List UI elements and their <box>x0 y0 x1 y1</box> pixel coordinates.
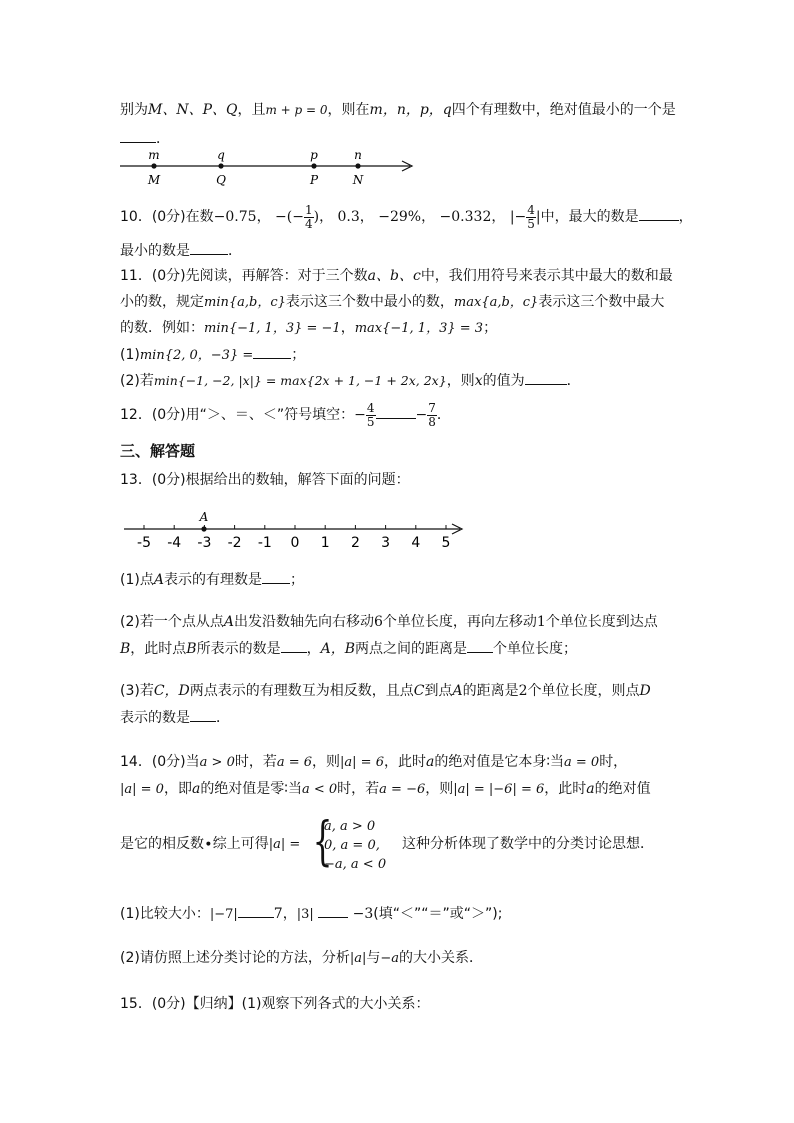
label-N: N <box>352 173 364 187</box>
number: 7 <box>273 906 283 922</box>
expression: min{−1, 1，3} = −1 <box>204 321 341 336</box>
text: ， <box>282 906 297 922</box>
q10-line2 <box>120 240 242 261</box>
q13-number-line <box>120 506 470 552</box>
text: (1)观察下列各式的大小关系： <box>241 996 430 1012</box>
tick-label: 5 <box>441 535 451 551</box>
numerator: 7 <box>428 400 436 415</box>
variables: a、b、c <box>367 268 421 284</box>
question-number: 11．(0分)先阅读，再解答：对于三个数 <box>120 268 368 284</box>
text: 个单位长度，再向左移动 <box>382 614 537 630</box>
q14-line1 <box>120 752 627 773</box>
q11-line3 <box>120 318 497 339</box>
text: ，此时 <box>383 754 426 770</box>
point-name: A <box>452 683 463 699</box>
text: 的距离是 <box>462 683 519 699</box>
text: ， <box>678 209 693 225</box>
text: 时，若 <box>337 781 380 797</box>
variable: a <box>425 754 435 770</box>
q13-part3-line2 <box>120 707 230 728</box>
text: ， <box>256 209 271 225</box>
q13-prompt: 13．(0分)根据给出的数轴，解答下面的问题： <box>120 472 410 488</box>
point-p <box>311 163 316 168</box>
text: ， <box>340 320 355 336</box>
piecewise-cases <box>324 817 386 874</box>
variable: a <box>191 781 201 797</box>
denominator: 4 <box>304 216 313 231</box>
text: ． <box>228 243 242 259</box>
expression: |a| <box>349 951 367 966</box>
text: ，且 <box>237 102 266 118</box>
answer-blank[interactable] <box>262 569 290 584</box>
point-name: B <box>120 641 131 657</box>
number: −0.75 <box>213 209 257 225</box>
expression: −a <box>380 951 400 966</box>
q9-number-line <box>118 144 418 190</box>
tick-label: 2 <box>350 535 360 551</box>
q13-part1 <box>120 569 304 590</box>
fraction <box>304 204 314 231</box>
text: (2)请仿照上述分类讨论的方法，分析 <box>120 950 350 966</box>
text: 到点 <box>424 683 453 699</box>
expression: max{a,b，c} <box>453 295 539 310</box>
number: −3 <box>352 906 374 922</box>
q13-part3-line1 <box>120 681 651 701</box>
expression: min{a,b，c} <box>204 295 286 310</box>
text: 与 <box>366 950 381 966</box>
label-m: m <box>148 148 160 162</box>
answer-blank[interactable] <box>281 638 307 653</box>
text: 个单位长度，则点 <box>527 683 640 699</box>
fraction <box>427 402 437 429</box>
number: 2 <box>518 683 528 699</box>
question-number: 10．(0分)在数 <box>120 209 214 225</box>
number: 6 <box>373 614 383 630</box>
tick-label: -5 <box>137 535 151 551</box>
expression: a = 6 <box>276 755 313 770</box>
text: ． <box>566 373 581 389</box>
sign: − <box>354 407 366 423</box>
point-n <box>355 163 360 168</box>
label-q: q <box>217 148 225 162</box>
q14-line3-left <box>120 834 300 855</box>
expression: |a| = <box>268 837 301 852</box>
text: 的绝对值是它本身∶当 <box>434 754 564 770</box>
numerator: 4 <box>366 400 375 415</box>
text: (3)若 <box>120 683 154 699</box>
number: 1 <box>536 614 546 630</box>
q11-part1 <box>120 344 305 366</box>
q14-line3-right: 这种分析体现了数学中的分类讨论思想． <box>402 836 654 852</box>
text: ，则 <box>446 373 475 389</box>
text: 两点之间的距离是 <box>355 641 467 657</box>
q11-line2 <box>120 292 664 313</box>
text: 的值为 <box>482 373 525 389</box>
number: |− <box>509 209 527 225</box>
text: 表示的有理数是 <box>163 572 262 588</box>
q12-line <box>120 400 451 430</box>
text: 是它的相反数∙综上可得 <box>120 836 269 852</box>
label-P: P <box>309 173 319 187</box>
expression: min{2, 0，−3} = <box>139 348 254 363</box>
text: 的绝对值 <box>594 781 651 797</box>
q14-part1 <box>120 903 502 925</box>
text: ， <box>306 641 321 657</box>
expression: a < 0 <box>301 782 338 797</box>
expression: |a| = |−6| = 6 <box>453 782 545 797</box>
answer-blank[interactable] <box>253 344 291 359</box>
point-m <box>151 163 156 168</box>
equation: m + p = 0 <box>265 103 328 117</box>
text: 小的数，规定 <box>120 294 204 310</box>
case-negative: −a, a < 0 <box>324 857 387 872</box>
text: (1) <box>120 347 140 363</box>
expression: a = −6 <box>379 782 426 797</box>
number: −(− <box>275 209 304 225</box>
text: ． <box>156 131 170 147</box>
denominator: 5 <box>366 414 375 429</box>
number: −29% <box>378 209 422 225</box>
case-zero: 0, a = 0, <box>324 838 380 853</box>
number: | <box>535 209 541 225</box>
tick-label: 1 <box>320 535 330 551</box>
text: (填“＜”“＝”或“＞”); <box>373 906 503 922</box>
answer-blank[interactable] <box>238 903 274 918</box>
variable: a <box>586 781 595 797</box>
text: 别为 <box>120 102 148 118</box>
text: ； <box>289 572 304 588</box>
number: 0.3 <box>337 209 360 225</box>
tick-label: 4 <box>411 535 421 551</box>
text: (1)比较大小： <box>120 906 210 922</box>
label-n: n <box>354 148 362 162</box>
tick-label: 3 <box>381 535 391 551</box>
text: ，则 <box>312 754 341 770</box>
q14-line2 <box>120 779 651 800</box>
variables: m，n，p，q <box>369 102 452 118</box>
numerator: 1 <box>304 202 313 217</box>
variable: x <box>474 373 483 389</box>
sign: − <box>415 407 428 423</box>
case-positive: a, a > 0 <box>324 819 376 834</box>
expression: a > 0 <box>199 755 235 770</box>
text: 表示这三个数中最小的数， <box>285 294 454 310</box>
label-p: p <box>310 148 318 162</box>
q9-line1 <box>120 100 676 120</box>
expression: |a| = 6 <box>340 755 384 770</box>
label-M: M <box>147 173 161 187</box>
answer-blank-max[interactable] <box>639 206 679 221</box>
point-names: M、N、P、Q <box>148 102 238 118</box>
q11-part2 <box>120 370 581 391</box>
expression: max{−1, 1，3} = 3 <box>354 321 484 336</box>
text: 的绝对值是零∶当 <box>200 781 302 797</box>
text: ， <box>491 209 506 225</box>
text: ， <box>421 209 436 225</box>
text: ． <box>436 407 451 423</box>
denominator: 5 <box>527 216 535 231</box>
point-names: C，D <box>153 683 190 699</box>
tick-label: -4 <box>167 535 182 551</box>
denominator: 8 <box>428 414 436 429</box>
text: ； <box>483 320 498 336</box>
question-number: 15．(0分)【归纳】 <box>120 996 242 1012</box>
question-number: 12．(0分)用“＞、＝、＜”符号填空： <box>120 407 355 423</box>
answer-blank[interactable] <box>376 404 416 419</box>
tick-label: -1 <box>257 535 272 551</box>
fraction <box>526 204 536 231</box>
text: 个单位长度； <box>493 641 577 657</box>
q15-line <box>120 994 430 1014</box>
answer-blank[interactable] <box>120 128 156 143</box>
q11-line1 <box>120 266 673 286</box>
text: ， <box>319 209 334 225</box>
q14-part2 <box>120 948 483 969</box>
point-name: D <box>639 683 651 699</box>
numerator: 4 <box>527 202 535 217</box>
text: ． <box>216 710 230 726</box>
q10-line1 <box>120 202 693 232</box>
answer-blank[interactable] <box>525 370 567 385</box>
point-names: A，B <box>320 641 355 657</box>
point-name: A <box>223 614 234 630</box>
question-number: 14．(0分)当 <box>120 754 200 770</box>
point-name: B <box>186 641 197 657</box>
text: ， <box>359 209 374 225</box>
expression: |3| <box>296 907 314 922</box>
expression: min{−1, −2, |x|} = max{2x + 1, −1 + 2x, 2x} <box>153 373 447 388</box>
point-A <box>201 526 206 531</box>
answer-blank[interactable] <box>190 707 216 722</box>
text: 时，若 <box>234 754 277 770</box>
point-q <box>218 163 223 168</box>
text: 最小的数是 <box>120 243 190 259</box>
number: −0.332 <box>439 209 492 225</box>
text: 中，最大的数是 <box>540 209 639 225</box>
text: 出发沿数轴先向右移动 <box>233 614 374 630</box>
text: (1)点 <box>120 572 154 588</box>
tick-label: -2 <box>227 535 242 551</box>
text: ，即 <box>163 781 192 797</box>
expression: a = 0 <box>564 755 600 770</box>
text: 的数．例如： <box>120 320 204 336</box>
point-name: C <box>413 683 425 699</box>
label-Q: Q <box>216 173 226 187</box>
answer-blank-min[interactable] <box>190 240 228 255</box>
text: ； <box>291 347 306 363</box>
expression: |−7| <box>209 907 238 922</box>
point-name: A <box>153 572 164 588</box>
text: 两点表示的有理数互为相反数，且点 <box>189 683 414 699</box>
tick-label: -3 <box>197 535 212 551</box>
text: (2)若 <box>120 373 154 389</box>
tick-label: 0 <box>290 535 300 551</box>
label-A: A <box>199 510 209 524</box>
text: ，则在 <box>327 102 370 118</box>
text: 表示这三个数中最大 <box>538 294 665 310</box>
text: 时， <box>599 754 628 770</box>
text: 中，我们用符号来表示其中最大的数和最 <box>420 268 673 284</box>
q13-part2-line1 <box>120 612 658 632</box>
text: ，此时点 <box>130 641 187 657</box>
text: 的大小关系． <box>399 950 484 966</box>
text: 个单位长度到达点 <box>545 614 658 630</box>
text: (2)若一个点从点 <box>120 614 224 630</box>
number: ) <box>313 209 320 225</box>
text: ，则 <box>425 781 454 797</box>
text: 所表示的数是 <box>196 641 281 657</box>
fraction <box>366 402 376 429</box>
answer-blank[interactable] <box>467 638 493 653</box>
text: 四个有理数中，绝对值最小的一个是 <box>451 102 676 118</box>
q13-part2-line2 <box>120 638 577 659</box>
text: 表示的数是 <box>120 710 190 726</box>
expression: |a| = 0 <box>120 782 164 797</box>
text: ，此时 <box>544 781 587 797</box>
curly-brace: { <box>312 812 333 872</box>
answer-blank[interactable] <box>318 903 348 918</box>
section-heading: 三、解答题 <box>120 442 196 460</box>
